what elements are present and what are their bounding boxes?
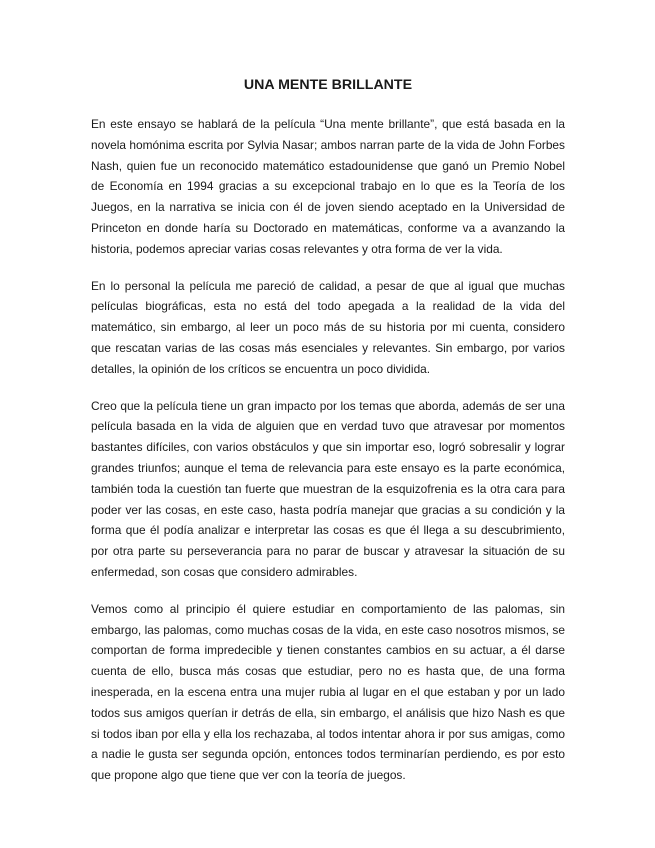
paragraph-1: En este ensayo se hablará de la película “Una mente brillante”, que está basada en la novela homónima escrita por Sylvia Nasar; ambos narran parte de la vida de John Forbes Nash, quien fue un reconocido matemático estadounidense que ganó un Premio Nobel de Economía en 1994 gracias a su excepcional trabajo en lo que es la Teoría de los Juegos, en la narrativa se inicia con él de joven siendo aceptado en la Universidad de Princeton en donde haría su Doctorado en matemáticas, conforme va a avanzando la historia, podemos apreciar varias cosas relevantes y otra forma de ver la vida.: [91, 117, 565, 256]
paragraph-2: En lo personal la película me pareció de calidad, a pesar de que al igual que muchas películas biográficas, esta no está del todo apegada a la realidad de la vida del matemático, sin embargo, al leer un poco más de su historia por mi cuenta, considero que rescatan varias de las cosas más esenciales y relevantes. Sin embargo, por varios detalles, la opinión de los críticos se encuentra un poco dividida.: [91, 278, 565, 376]
document-page: [91, 76, 565, 801]
document-title: UNA MENTE BRILLANTE: [243, 77, 413, 93]
paragraph-3: Creo que la película tiene un gran impacto por los temas que aborda, además de ser una película basada en la vida de alguien que en verdad tuvo que atravesar por momentos bastantes difíciles, con varios obstáculos y que sin importar eso, logró sobresalir y lograr grandes triunfos; aunque el tema de relevancia para este ensayo es la parte económica, también toda la cuestión tan fuerte que muestran de la esquizofrenia es la otra cara para poder ver las cosas, en este caso, hasta podría manejar que gracias a su condición y la forma que él podía analizar e interpretar las cosas es que él llega a su descubrimiento, por otra parte su perseverancia para no parar de buscar y atravesar la situación de su enfermedad, son cosas que considero admirables.: [91, 398, 565, 579]
paragraph-4: Vemos como al principio él quiere estudiar en comportamiento de las palomas, sin embargo, las palomas, como muchas cosas de la vida, en este caso nosotros mismos, se comportan de forma impredecible y tienen constantes cambios en su actuar, a él darse cuenta de ello, busca más cosas que estudiar, pero no es hasta que, de una forma inesperada, en la escena entra una mujer rubia al lugar en el que estaban y por un lado todos sus amigos querían ir detrás de ella, sin embargo, el análisis que hizo Nash es que si todos iban por ella y ella los rechazaba, al todos intentar ahora ir por sus amigas, como a nadie le gusta ser segunda opción, entonces todos terminarían perdiendo, es por esto que propone algo que tiene que ver con la teoría de juegos.: [91, 601, 565, 783]
